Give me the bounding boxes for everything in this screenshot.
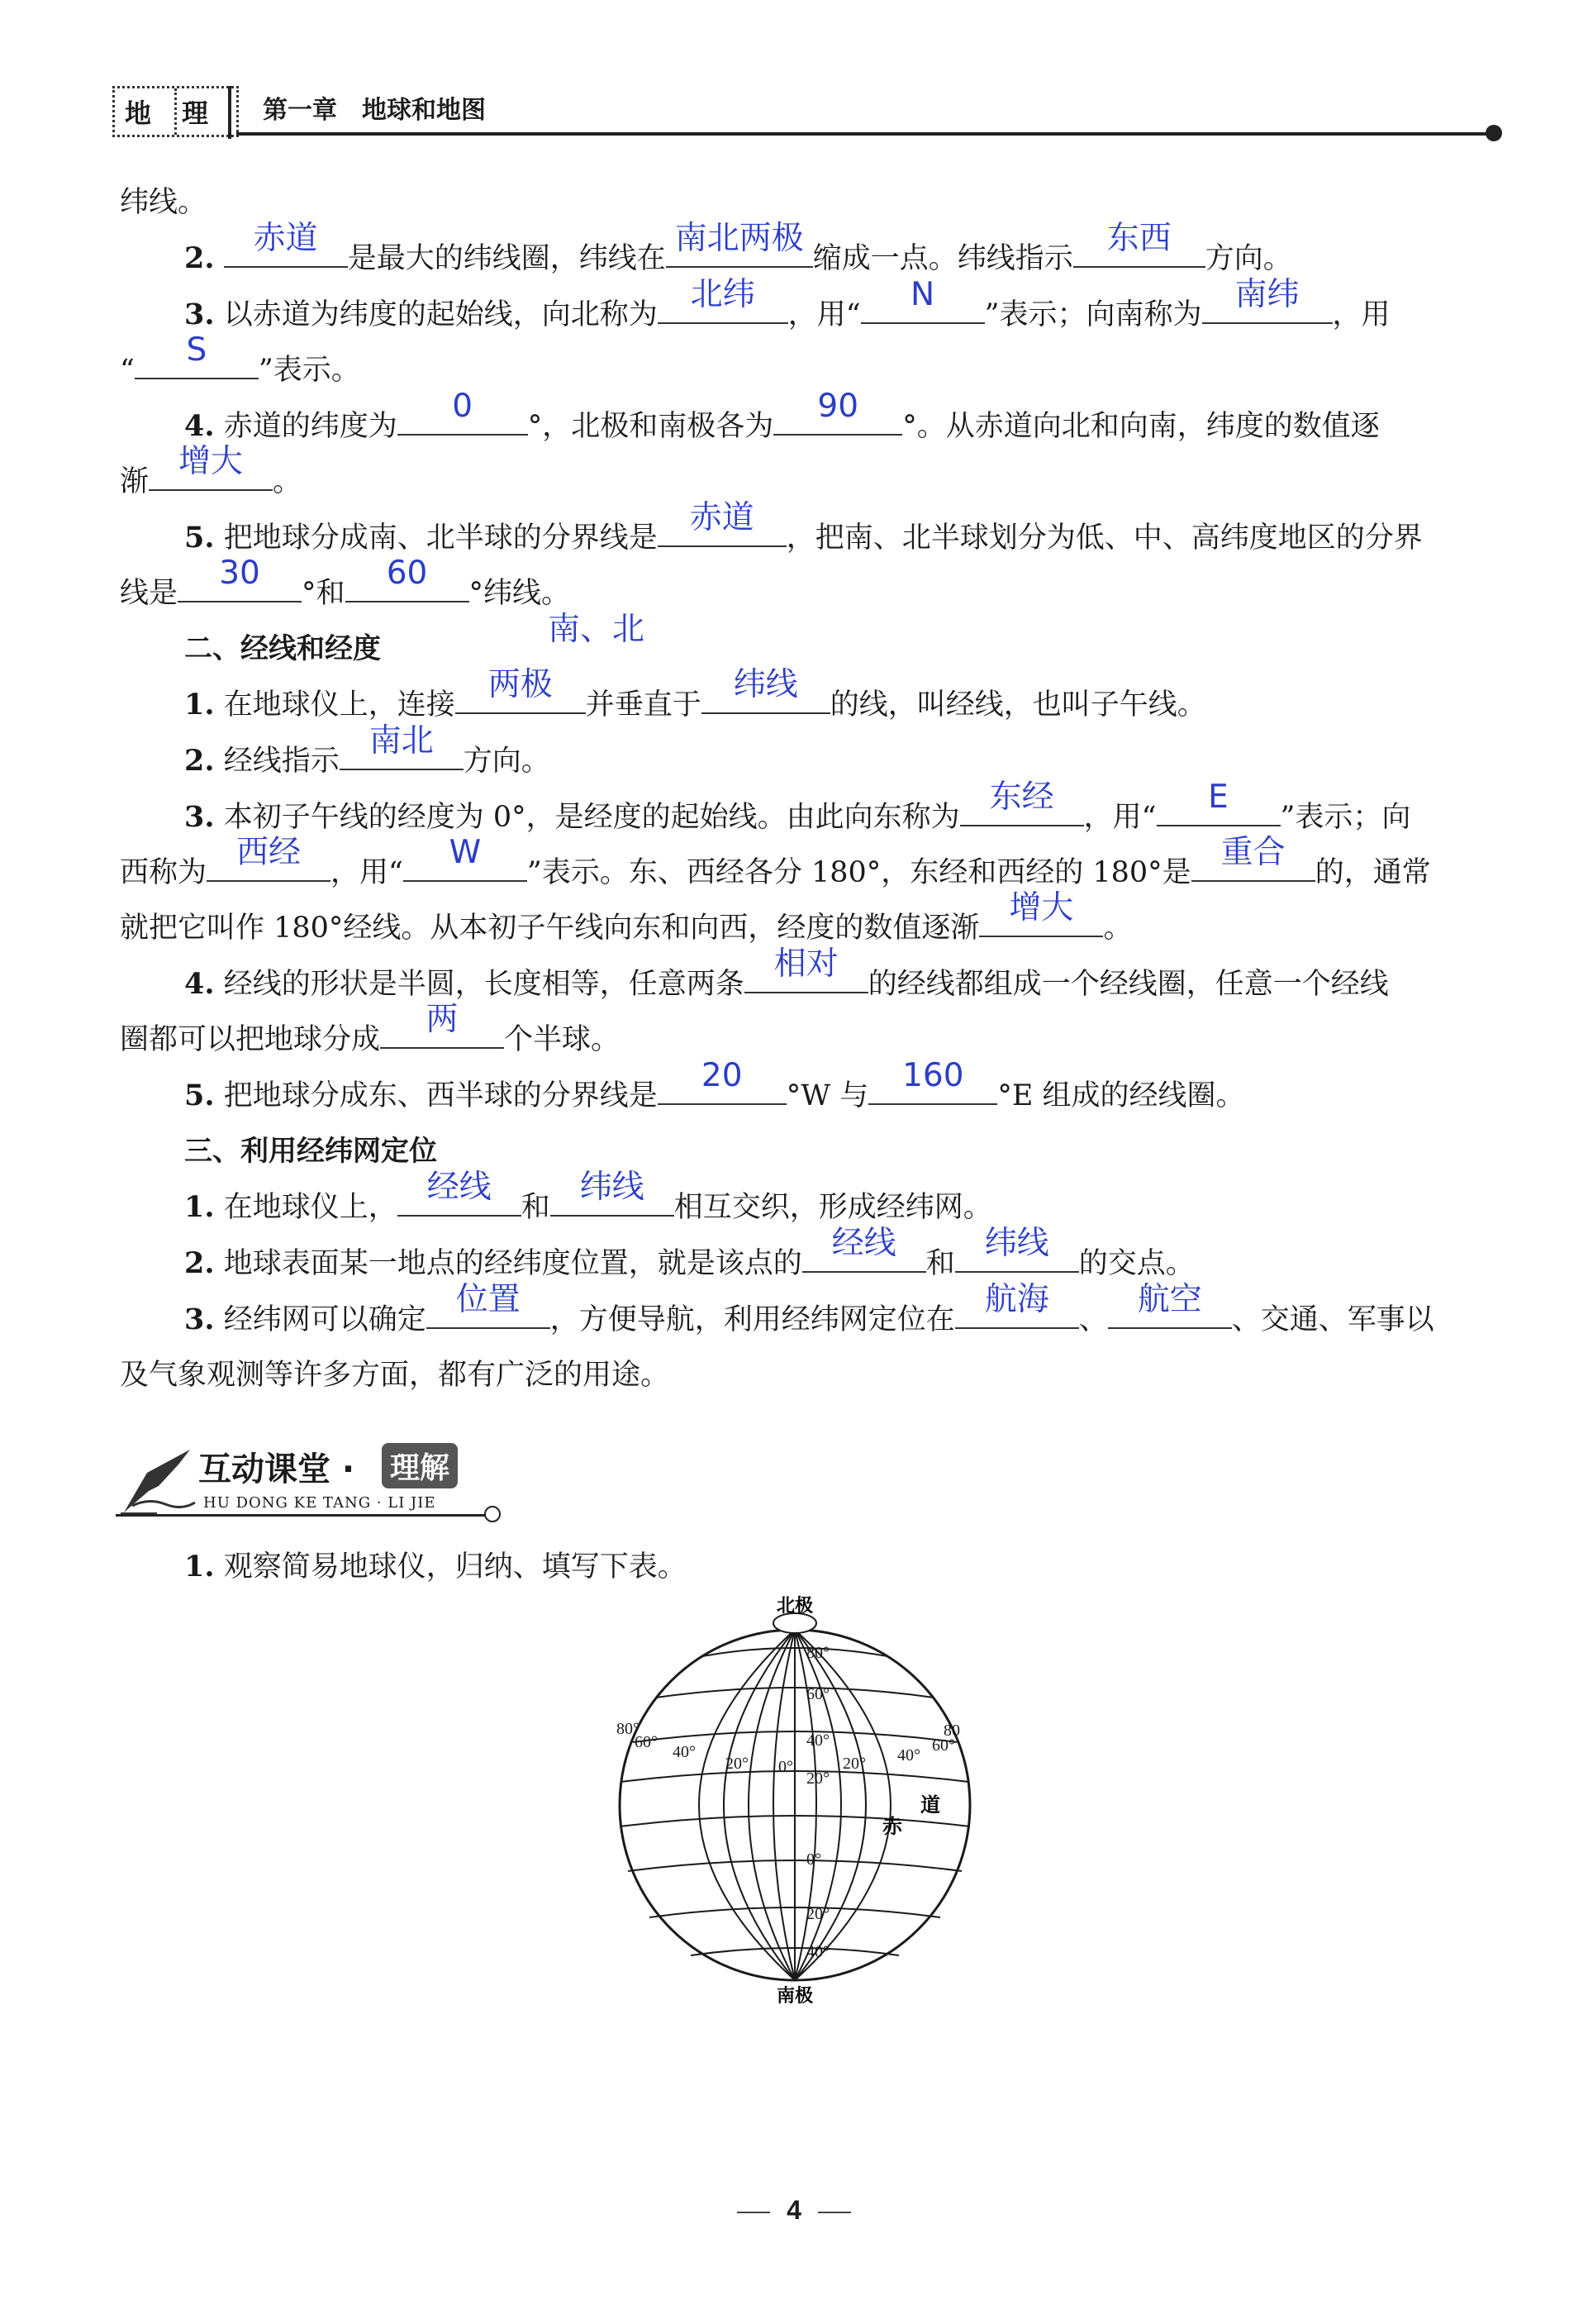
answer-text: 南北 bbox=[368, 722, 434, 760]
answer-blank[interactable] bbox=[1191, 834, 1315, 882]
item-grid-3 bbox=[120, 1281, 1495, 1348]
item-text: 和 bbox=[925, 1247, 955, 1280]
answer-text: 位置 bbox=[455, 1281, 521, 1318]
header-separator bbox=[228, 86, 231, 139]
answer-text: 赤道 bbox=[253, 220, 318, 257]
answer-text: W bbox=[449, 834, 482, 871]
item-text: 圈都可以把地球分成 bbox=[120, 1023, 381, 1056]
answer-blank[interactable] bbox=[960, 779, 1084, 826]
subject-divider bbox=[174, 88, 177, 135]
item-grid-2 bbox=[120, 1225, 1495, 1292]
answer-text: S bbox=[186, 331, 207, 369]
item-text: “ bbox=[120, 354, 135, 387]
longitude-line bbox=[773, 1630, 795, 1980]
answer-blank[interactable] bbox=[149, 443, 273, 491]
answer-text: 相对 bbox=[773, 945, 839, 983]
item-text: 线是 bbox=[120, 577, 178, 610]
answer-text: 航空 bbox=[1137, 1281, 1202, 1318]
answer-blank[interactable] bbox=[1073, 220, 1205, 268]
page-footer bbox=[0, 2195, 1588, 2226]
item-text: °纬线。 bbox=[468, 577, 571, 610]
subject-char-1: 地 bbox=[125, 98, 170, 129]
answer-blank[interactable] bbox=[744, 945, 868, 993]
item-text: 以赤道为纬度的起始线，向北称为 bbox=[223, 298, 658, 331]
answer-blank[interactable] bbox=[802, 1225, 926, 1273]
answer-text: 增大 bbox=[178, 443, 244, 480]
item-text: 方向。 bbox=[463, 745, 550, 778]
equator-label-1: 赤 bbox=[882, 1815, 902, 1838]
item-lon-2 bbox=[120, 722, 1495, 789]
item-text: 的交点。 bbox=[1078, 1247, 1195, 1280]
interactive-class-banner bbox=[116, 1440, 512, 1531]
subject-char-2: 理 bbox=[182, 98, 227, 129]
item-lat-5-cont bbox=[120, 555, 1495, 621]
section-title: 三、利用经纬网定位 bbox=[184, 1135, 437, 1168]
answer-text: 90 bbox=[817, 388, 859, 425]
answer-blank[interactable] bbox=[550, 1169, 674, 1217]
item-text: 本初子午线的经度为 0°，是经度的起始线。由此向东称为 bbox=[223, 801, 960, 834]
chapter-title: 第一章 地球和地图 bbox=[263, 96, 486, 125]
exercise-content bbox=[120, 175, 1495, 1403]
item-text: 地球表面某一地点的经纬度位置，就是该点的 bbox=[223, 1247, 802, 1280]
longitude-line bbox=[699, 1630, 795, 1980]
north-pole-label: 北极 bbox=[776, 1596, 814, 1617]
item-lat-4 bbox=[120, 388, 1495, 455]
item-text: ，把南、北半球划分为低、中、高纬度地区的分界 bbox=[786, 521, 1423, 555]
answer-blank[interactable] bbox=[658, 499, 787, 547]
subject-label bbox=[112, 86, 239, 137]
item-lon-3-cont bbox=[120, 834, 1495, 901]
answer-text: 南北两极 bbox=[674, 220, 804, 257]
longitude-line bbox=[749, 1630, 795, 1980]
answer-blank[interactable] bbox=[868, 1057, 997, 1105]
answer-blank[interactable] bbox=[224, 220, 348, 268]
banner-title: 互动课堂 · bbox=[198, 1450, 355, 1488]
item-text: ”表示。 bbox=[258, 354, 360, 387]
item-number: 1. bbox=[184, 688, 215, 721]
item-text: ，用 bbox=[1332, 298, 1391, 331]
item-text: 就把它叫作 180°经线。从本初子午线向东和向西，经度的数值逐渐 bbox=[120, 912, 980, 945]
lat-label: 60° bbox=[806, 1685, 830, 1703]
item-text: 经线指示 bbox=[223, 745, 340, 778]
item-text: °E 组成的经线圈。 bbox=[997, 1079, 1245, 1112]
lat-label: 20° bbox=[806, 1769, 830, 1788]
item-lat-5 bbox=[120, 499, 1495, 566]
answer-text: 航海 bbox=[984, 1281, 1049, 1318]
observe-question bbox=[184, 1539, 687, 1595]
answer-blank[interactable] bbox=[397, 388, 528, 436]
item-text: ，用“ bbox=[1083, 801, 1157, 834]
item-number: 1. bbox=[184, 1550, 215, 1583]
item-lon-5 bbox=[120, 1057, 1495, 1124]
answer-blank[interactable] bbox=[658, 1057, 787, 1105]
item-text: 是最大的纬线圈，纬线在 bbox=[347, 242, 666, 275]
item-text: 及气象观测等许多方面，都有广泛的用途。 bbox=[120, 1359, 670, 1392]
lat-label: 80° bbox=[806, 1644, 830, 1662]
banner-tag: 理解 bbox=[382, 1443, 458, 1488]
answer-blank[interactable] bbox=[666, 220, 813, 268]
answer-blank[interactable] bbox=[658, 276, 788, 324]
answer-text: 经线 bbox=[426, 1169, 492, 1206]
longitude-line bbox=[795, 1630, 891, 1980]
answer-blank[interactable] bbox=[861, 276, 985, 324]
item-lon-4-cont bbox=[120, 1001, 1495, 1068]
answer-text: 增大 bbox=[1009, 889, 1074, 926]
answer-blank[interactable] bbox=[701, 666, 830, 714]
footer-dash bbox=[737, 2212, 770, 2213]
answer-text: 160 bbox=[902, 1057, 964, 1094]
line-latitude-end: 纬线。 bbox=[120, 186, 207, 219]
item-number: 2. bbox=[184, 241, 215, 275]
header-rule bbox=[236, 132, 1492, 136]
answer-blank[interactable] bbox=[380, 1001, 504, 1049]
answer-text: 纬线 bbox=[579, 1169, 644, 1206]
item-text: ，用“ bbox=[787, 298, 861, 331]
pen-writing-icon bbox=[116, 1440, 198, 1519]
item-text: 把地球分成南、北半球的分界线是 bbox=[223, 521, 658, 555]
item-text: ”表示。东、西经各分 180°，东经和西经的 180°是 bbox=[526, 856, 1191, 889]
lon-label: 40° bbox=[897, 1746, 920, 1764]
answer-blank[interactable] bbox=[345, 555, 469, 602]
answer-text: 两 bbox=[426, 1001, 459, 1038]
answer-text: 20 bbox=[701, 1057, 743, 1094]
item-text: 个半球。 bbox=[504, 1023, 620, 1056]
banner-subtitle: HU DONG KE TANG · LI JIE bbox=[203, 1494, 436, 1512]
answer-blank[interactable] bbox=[773, 388, 902, 436]
answer-text: 东西 bbox=[1106, 220, 1172, 257]
answer-text: 经线 bbox=[831, 1225, 896, 1262]
item-number: 4. bbox=[184, 967, 215, 1001]
answer-blank[interactable] bbox=[455, 666, 586, 714]
lon-label: 40° bbox=[673, 1743, 696, 1761]
lat-label: 20° bbox=[806, 1905, 830, 1923]
item-text: 赤道的纬度为 bbox=[223, 410, 397, 443]
header-rule-dot bbox=[1486, 125, 1502, 141]
item-text: 的经线都组成一个经线圈，任意一个经线 bbox=[868, 968, 1389, 1001]
answer-text: 赤道 bbox=[689, 499, 754, 536]
item-text: 方向。 bbox=[1205, 242, 1292, 275]
item-lon-4 bbox=[120, 945, 1495, 1012]
item-text: 和 bbox=[521, 1191, 550, 1224]
lat-label: 40° bbox=[806, 1943, 830, 1961]
item-text: 、 bbox=[1078, 1303, 1108, 1336]
item-text: ”表示；向南称为 bbox=[984, 298, 1202, 331]
item-number: 3. bbox=[184, 800, 215, 834]
lon-label: 60° bbox=[635, 1733, 658, 1751]
item-lon-1 bbox=[120, 666, 1495, 733]
answer-text: 纬线 bbox=[984, 1225, 1049, 1262]
item-text: 。 bbox=[273, 465, 302, 498]
item-number: 3. bbox=[184, 1302, 215, 1336]
answer-text: N bbox=[910, 276, 935, 313]
answer-text: 北纬 bbox=[690, 276, 755, 313]
item-text: 的线，叫经线，也叫子午线。 bbox=[830, 688, 1206, 721]
answer-blank[interactable] bbox=[1202, 276, 1333, 324]
item-text: 在地球仪上， bbox=[223, 1191, 397, 1224]
answer-blank[interactable] bbox=[1157, 779, 1281, 826]
lon-label: 20° bbox=[725, 1755, 749, 1773]
lat-label: 0° bbox=[806, 1850, 821, 1869]
footer-dash bbox=[818, 2212, 851, 2213]
item-text: 在地球仪上，连接 bbox=[223, 688, 455, 721]
lon-label: 80° bbox=[616, 1720, 639, 1738]
item-text: ，用“ bbox=[330, 856, 403, 889]
banner-rule bbox=[116, 1514, 486, 1517]
globe-diagram bbox=[603, 1595, 983, 2008]
answer-blank[interactable] bbox=[955, 1281, 1079, 1329]
answer-blank[interactable] bbox=[979, 889, 1103, 937]
answer-text: 纬线 bbox=[733, 666, 798, 703]
lat-label: 40° bbox=[806, 1731, 830, 1750]
answer-text: 60 bbox=[386, 555, 428, 592]
answer-blank[interactable] bbox=[135, 331, 259, 379]
item-text: °W 与 bbox=[786, 1079, 869, 1112]
answer-text: 重合 bbox=[1220, 834, 1286, 871]
item-text: 并垂直于 bbox=[585, 688, 701, 721]
item-text: 经线的形状是半圆，长度相等，任意两条 bbox=[223, 968, 744, 1001]
answer-text: 30 bbox=[219, 555, 260, 592]
answer-blank[interactable] bbox=[340, 722, 464, 770]
item-text: °，北极和南极各为 bbox=[527, 410, 774, 443]
item-number: 2. bbox=[184, 1246, 215, 1280]
item-text: 渐 bbox=[120, 465, 150, 498]
item-text: 缩成一点。纬线指示 bbox=[812, 242, 1073, 275]
item-text: 。 bbox=[1103, 912, 1133, 945]
item-text: °。从赤道向北和向南，纬度的数值逐 bbox=[902, 410, 1380, 443]
item-text: 、交通、军事以 bbox=[1231, 1303, 1434, 1336]
longitude-line bbox=[795, 1630, 816, 1980]
item-number: 1. bbox=[184, 1190, 215, 1224]
answer-blank[interactable] bbox=[397, 1169, 521, 1217]
item-text: ”表示；向 bbox=[1280, 801, 1411, 834]
lon-label: 0° bbox=[778, 1758, 793, 1776]
answer-text: 0 bbox=[452, 388, 473, 425]
item-number: 4. bbox=[184, 409, 215, 443]
item-lat-4-cont bbox=[120, 443, 1495, 510]
answer-text: 两极 bbox=[487, 666, 553, 703]
section-heading-grid bbox=[120, 1124, 1495, 1179]
item-text: 经纬网可以确定 bbox=[223, 1303, 426, 1336]
longitude-line bbox=[795, 1630, 841, 1980]
handwritten-note: 南、北 bbox=[548, 611, 645, 648]
answer-blank[interactable] bbox=[207, 834, 330, 882]
item-text: 观察简易地球仪，归纳、填写下表。 bbox=[223, 1550, 687, 1583]
answer-blank[interactable] bbox=[955, 1225, 1079, 1273]
item-number: 2. bbox=[184, 744, 215, 778]
item-text: °和 bbox=[302, 577, 345, 610]
item-number: 5. bbox=[184, 1079, 215, 1112]
section-title: 二、经线和经度 bbox=[184, 632, 381, 665]
item-lat-3 bbox=[120, 276, 1495, 343]
answer-text: 东经 bbox=[989, 779, 1054, 816]
lon-label: 80 bbox=[944, 1722, 960, 1740]
equator-label-2: 道 bbox=[920, 1793, 940, 1817]
item-number: 5. bbox=[184, 521, 215, 555]
item-text: 西称为 bbox=[120, 856, 207, 889]
item-number: 3. bbox=[184, 298, 215, 331]
item-text: 相互交织，形成经纬网。 bbox=[673, 1191, 992, 1224]
answer-blank[interactable] bbox=[178, 555, 302, 602]
banner-rule-end bbox=[484, 1506, 501, 1522]
item-text: 的，通常 bbox=[1315, 856, 1431, 889]
south-pole-label: 南极 bbox=[776, 1986, 814, 2007]
item-text: 把地球分成东、西半球的分界线是 bbox=[223, 1079, 658, 1112]
answer-blank[interactable] bbox=[1108, 1281, 1232, 1329]
item-grid-3-cont bbox=[120, 1348, 1495, 1403]
answer-text: 南纬 bbox=[1234, 276, 1300, 313]
answer-blank[interactable] bbox=[426, 1281, 550, 1329]
answer-text: 西经 bbox=[236, 834, 302, 871]
lon-label: 20° bbox=[843, 1755, 866, 1773]
answer-text: E bbox=[1208, 779, 1229, 816]
answer-blank[interactable] bbox=[403, 834, 527, 882]
item-text: ，方便导航，利用经纬网定位在 bbox=[549, 1303, 955, 1336]
lon-label: 60° bbox=[932, 1736, 955, 1755]
page-number: 4 bbox=[787, 2195, 801, 2225]
